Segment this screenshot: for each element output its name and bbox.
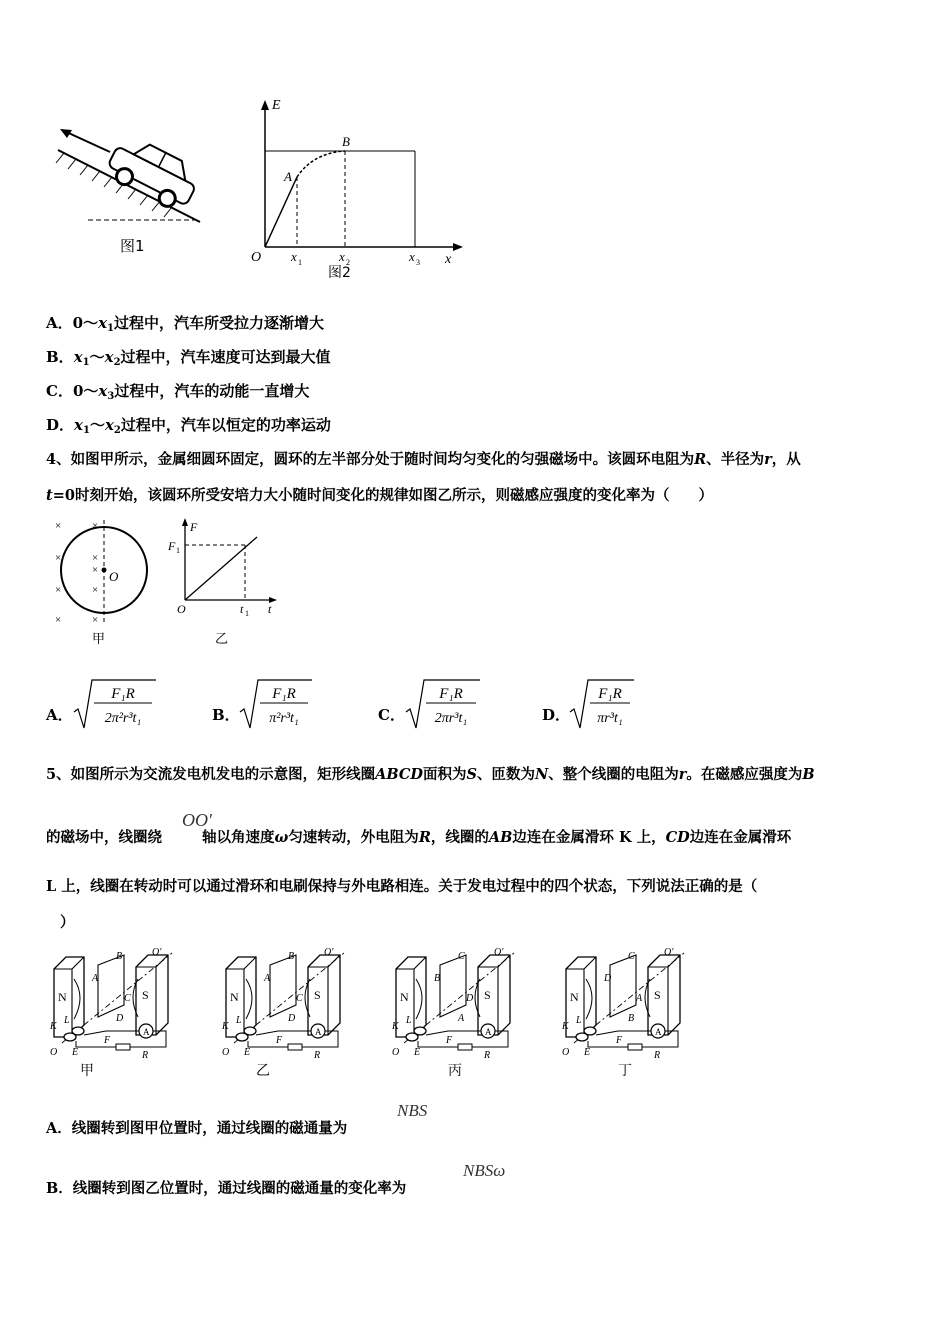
brush-f-label: F [616, 1035, 623, 1046]
coil-label-low: B [628, 1013, 635, 1024]
q4-d-denominator: πr³t₁ [597, 711, 623, 726]
field-cross: × [92, 520, 99, 532]
q3-option-b[interactable] [46, 346, 331, 368]
q3-d-sub2: 2 [113, 425, 121, 436]
q4-figure-jia-ring [46, 515, 156, 630]
axis-o-label: O [50, 1047, 58, 1058]
ammeter-label: A [143, 1027, 150, 1037]
generator-figure [46, 945, 181, 1060]
axis-oprime-label: O′ [664, 947, 674, 958]
q4-b-denominator: π²r³t₁ [269, 711, 299, 726]
q3-d-mid: ～ [89, 416, 105, 434]
q5-line2d: ，线圈的 [430, 829, 489, 846]
q5-option-b-letter: B． [46, 1180, 73, 1197]
brush-f-label: F [104, 1035, 111, 1046]
brush-e-label: E [244, 1047, 251, 1058]
resistor-r-label: R [484, 1050, 491, 1060]
q4-var-t: t [46, 487, 53, 504]
yi-t1: t [240, 602, 244, 616]
q4-option-a-letter[interactable]: A． [46, 706, 73, 724]
q3-d-text: 过程中，汽车以恒定的功率运动 [120, 416, 331, 434]
q4-c-denominator: 2πr³t₁ [434, 711, 468, 726]
q5-option-a[interactable] [46, 1117, 347, 1138]
magnet-s-label: S [314, 988, 321, 1002]
brush-e-label: E [72, 1047, 79, 1058]
field-cross: × [92, 614, 99, 626]
generator-figure-caption: 丙 [448, 1063, 462, 1079]
q5-line1b: 面积为 [422, 766, 467, 783]
coil-label-mid2: D [466, 993, 474, 1004]
ring-k-label: K [562, 1021, 569, 1032]
q5-var-r: r [678, 766, 687, 783]
brush-e-label: E [414, 1047, 421, 1058]
q4-a-numerator: F₁R [111, 686, 135, 702]
field-cross: × [55, 520, 62, 532]
q5-line2a: 的磁场中，线圈绕 [46, 829, 162, 846]
coil-label-top: C [628, 951, 635, 962]
q5-axis-oo: OO′ [182, 810, 212, 830]
q5-line2b: 轴以角速度 [202, 829, 275, 846]
q4-option-a-formula[interactable] [72, 676, 158, 734]
graph-x2-sub: 2 [346, 258, 350, 267]
magnet-n-label: N [230, 990, 239, 1004]
magnet-n-label: N [400, 990, 409, 1004]
q5-var-b: B [802, 766, 815, 783]
generator-figure [218, 945, 353, 1060]
q3-b-sub2: 2 [113, 357, 121, 368]
q3-b-mid: ～ [89, 348, 105, 366]
yi-y-label: F [190, 520, 198, 534]
q3-a-text: 过程中，汽车所受拉力逐渐增大 [114, 314, 325, 332]
graph-y-label: E [272, 98, 281, 113]
graph-x1: x [291, 249, 297, 264]
q3-c-var: x [98, 382, 108, 400]
q5-line1c: 、匝数为 [476, 766, 535, 783]
coil-label-mid2: A [636, 993, 643, 1004]
q4-option-d-formula[interactable] [568, 676, 638, 734]
q5-var-cd: CD [665, 829, 690, 846]
q3-a-sub: 1 [107, 323, 114, 334]
ring-k-label: K [50, 1021, 57, 1032]
q4-option-b-formula[interactable] [238, 676, 318, 734]
q5-line1d: 、整个线圈的电阻为 [548, 766, 679, 783]
axis-oprime-label: O′ [324, 947, 334, 958]
yi-f1: F [168, 539, 176, 553]
coil-label-low: D [288, 1013, 296, 1024]
q4-var-r-big: R [694, 451, 707, 468]
graph-x-label: x [445, 252, 452, 267]
figure-2-energy-graph [245, 95, 465, 270]
q4-line2-text: =0时刻开始，该圆环所受安培力大小随时间变化的规律如图乙所示，则磁感应强度的变化率为（ ） [52, 487, 713, 504]
q3-c-text: 过程中，汽车的动能一直增大 [114, 382, 310, 400]
axis-oprime-label: O′ [494, 947, 504, 958]
q5-option-b-text: 线圈转到图乙位置时，通过线圈的磁通量的变化率为 [72, 1180, 407, 1197]
brush-f-label: F [276, 1035, 283, 1046]
field-cross: × [92, 552, 99, 564]
q5-var-s: S [466, 766, 477, 783]
axis-o-label: O [562, 1047, 570, 1058]
field-cross: × [55, 614, 62, 626]
figure-2-caption: 图2 [328, 265, 351, 281]
q5-option-a-letter: A． [46, 1120, 72, 1137]
magnet-n-label: N [58, 990, 67, 1004]
yi-x-label: t [268, 602, 272, 616]
q3-option-a[interactable] [46, 312, 324, 334]
q4-d-numerator: F₁R [598, 686, 622, 702]
magnet-s-label: S [654, 988, 661, 1002]
field-cross: × [55, 584, 62, 596]
figure-1-caption: 图1 [120, 237, 145, 255]
generator-figure-caption: 乙 [256, 1063, 270, 1079]
yi-origin: O [177, 602, 186, 616]
q3-b-text: 过程中，汽车速度可达到最大值 [120, 348, 331, 366]
resistor-r-label: R [314, 1050, 321, 1060]
generator-figure [558, 945, 693, 1060]
magnet-s-label: S [142, 988, 149, 1002]
q3-option-c-letter: C． [46, 382, 73, 400]
generator-figure-caption: 丁 [618, 1063, 632, 1079]
q4-option-d-letter[interactable]: D． [542, 706, 571, 724]
q4-option-c-letter[interactable]: C． [378, 706, 405, 724]
q3-option-d-letter: D． [46, 416, 75, 434]
axis-o-label: O [392, 1047, 400, 1058]
ring-l-label: L [576, 1015, 582, 1026]
q5-option-a-math: NBS [397, 1101, 428, 1120]
q4-option-b-letter[interactable]: B． [212, 706, 240, 724]
coil-label-low: A [458, 1013, 465, 1024]
q3-c-pre: 0～ [72, 382, 99, 400]
graph-point-b: B [342, 134, 350, 149]
q4-figure-yi-graph [165, 515, 280, 620]
ring-l-label: L [64, 1015, 70, 1026]
q3-d-var1: x [74, 416, 83, 434]
q5-stem-line-3: L 上，线圈在转动时可以通过滑环和电刷保持与外电路相连。关于发电过程中的四个状态，下列说法正确的是（ [46, 878, 758, 895]
q5-stem-line-1 [46, 763, 815, 784]
coil-label-mid2: C [296, 993, 303, 1004]
ring-l-label: L [406, 1015, 412, 1026]
q4-line1-end: ，从 [771, 451, 801, 468]
ammeter-label: A [315, 1027, 322, 1037]
q4-a-denominator: 2π²r³t₁ [104, 711, 142, 726]
q5-var-ab: AB [488, 829, 513, 846]
q3-b-var2: x [104, 348, 114, 366]
ring-center-label: O [109, 569, 119, 584]
q3-b-sub1: 1 [82, 357, 90, 368]
q3-option-b-letter: B． [46, 348, 74, 366]
q5-line1e: 。在磁感应强度为 [686, 766, 803, 783]
q5-stem-line-2 [46, 826, 791, 847]
q5-line2e: 边连在金属滑环 K 上， [512, 829, 666, 846]
yi-t1-sub: 1 [245, 609, 249, 618]
q5-option-b-math: NBSω [463, 1161, 506, 1180]
q5-stem-line-4: ） [60, 914, 75, 931]
q3-a-var: x [98, 314, 108, 332]
graph-point-a: A [284, 169, 292, 184]
generator-figure [388, 945, 523, 1060]
q4-stem-line-2 [46, 484, 713, 505]
yi-f1-sub: 1 [176, 546, 180, 555]
q3-option-c[interactable] [46, 380, 309, 402]
axis-o-label: O [222, 1047, 230, 1058]
q4-option-c-formula[interactable] [404, 676, 484, 734]
resistor-r-label: R [142, 1050, 149, 1060]
q4-b-numerator: F₁R [272, 686, 296, 702]
q5-var-r-big: R [418, 829, 431, 846]
q4-stem-line-1 [46, 448, 801, 469]
q5-line2f: 边连在金属滑环 [689, 829, 792, 846]
coil-label-mid1: D [604, 973, 612, 984]
field-cross: × [55, 552, 62, 564]
q3-c-sub: 3 [107, 391, 115, 402]
graph-origin: O [251, 250, 262, 265]
coil-label-mid2: C [124, 993, 131, 1004]
q3-b-var1: x [73, 348, 83, 366]
q5-option-b[interactable] [46, 1177, 406, 1198]
coil-label-top: B [116, 951, 123, 962]
ring-k-label: K [222, 1021, 229, 1032]
graph-x3-sub: 3 [416, 258, 420, 267]
q4-c-numerator: F₁R [439, 686, 463, 702]
ring-k-label: K [392, 1021, 399, 1032]
generator-figure-caption: 甲 [80, 1063, 94, 1079]
q3-option-a-letter: A． [46, 314, 73, 332]
q5-line2c: 匀速转动，外电阻为 [288, 829, 419, 846]
q5-line1: 5、如图所示为交流发电机发电的示意图，矩形线圈 [46, 766, 376, 783]
coil-label-top: B [288, 951, 295, 962]
q5-var-omega: ω [274, 829, 289, 846]
q3-d-var2: x [104, 416, 114, 434]
field-cross: × [92, 564, 99, 576]
graph-x1-sub: 1 [298, 258, 302, 267]
coil-label-top: C [458, 951, 465, 962]
brush-e-label: E [584, 1047, 591, 1058]
q4-figure-yi-caption: 乙 [215, 632, 229, 647]
graph-x3: x [409, 249, 415, 264]
q4-figure-jia-caption: 甲 [92, 632, 106, 647]
q5-option-a-text: 线圈转到图甲位置时，通过线圈的磁通量为 [71, 1120, 348, 1137]
resistor-r-label: R [654, 1050, 661, 1060]
q3-a-pre: 0～ [72, 314, 99, 332]
q3-d-sub1: 1 [82, 425, 90, 436]
coil-label-mid1: A [264, 973, 271, 984]
axis-oprime-label: O′ [152, 947, 162, 958]
q5-var-n: N [534, 766, 549, 783]
magnet-n-label: N [570, 990, 579, 1004]
q4-var-r: r [764, 451, 772, 468]
q5-var-abcd: ABCD [375, 766, 423, 783]
ammeter-label: A [655, 1027, 662, 1037]
q4-sep1: 、半径为 [706, 451, 765, 468]
magnet-s-label: S [484, 988, 491, 1002]
coil-label-low: D [116, 1013, 124, 1024]
ring-l-label: L [236, 1015, 242, 1026]
brush-f-label: F [446, 1035, 453, 1046]
q4-line1-text: 4、如图甲所示，金属细圆环固定，圆环的左半部分处于随时间均匀变化的匀强磁场中。该圆环电阻为 [46, 451, 695, 468]
coil-label-mid1: B [434, 973, 441, 984]
coil-label-mid1: A [92, 973, 99, 984]
field-cross: × [92, 584, 99, 596]
ammeter-label: A [485, 1027, 492, 1037]
q3-option-d[interactable] [46, 414, 331, 436]
graph-x2: x [339, 249, 345, 264]
